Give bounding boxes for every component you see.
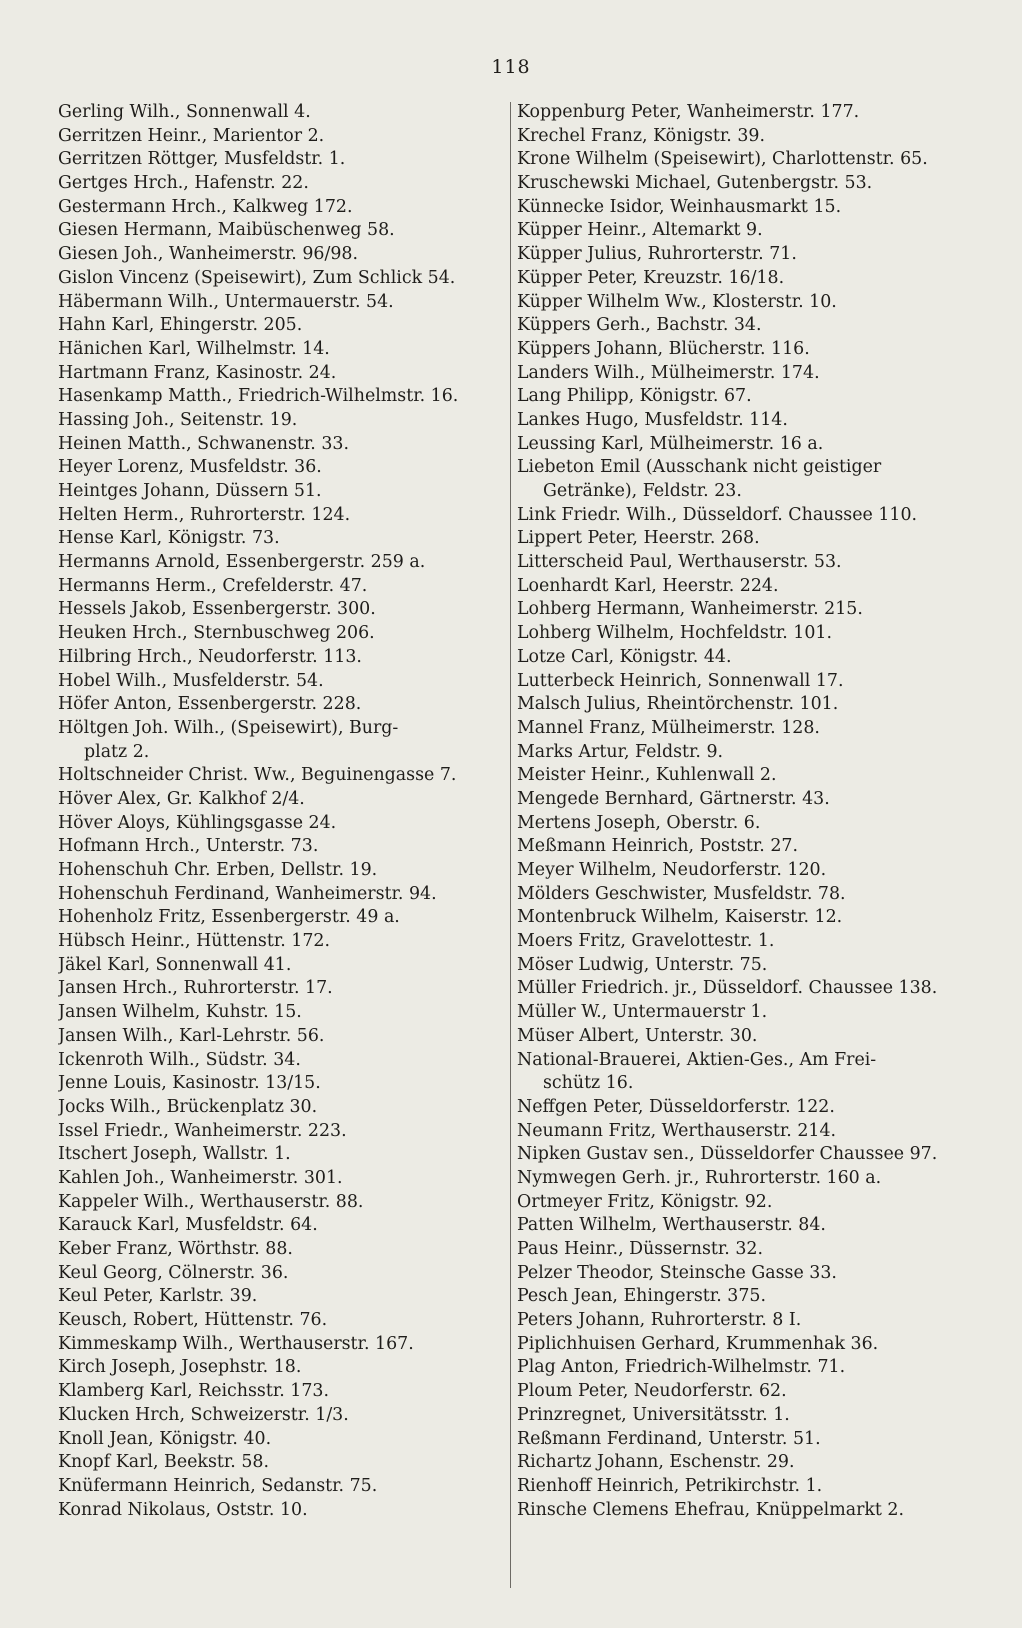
directory-entry: Kahlen Joh., Wanheimerstr. 301. bbox=[58, 1167, 343, 1188]
directory-entry: Meßmann Heinrich, Poststr. 27. bbox=[517, 836, 799, 857]
directory-entry: Heintges Johann, Düssern 51. bbox=[58, 481, 322, 501]
directory-entry: Liebeton Emil (Ausschank nicht geistiger bbox=[517, 457, 882, 478]
directory-entry: Müller W., Untermauerstr 1. bbox=[517, 1002, 768, 1023]
directory-entry: Hahn Karl, Ehingerstr. 205. bbox=[58, 315, 303, 336]
directory-entry: Keusch, Robert, Hüttenstr. 76. bbox=[58, 1310, 328, 1331]
directory-entry: Mölders Geschwister, Musfeldstr. 78. bbox=[517, 883, 846, 904]
directory-entry: Hilbring Hrch., Neudorferstr. 113. bbox=[58, 646, 362, 667]
directory-entry: Hohenholz Fritz, Essenbergerstr. 49 a. bbox=[58, 907, 400, 928]
directory-entry: Gerritzen Röttger, Musfeldstr. 1. bbox=[58, 149, 346, 170]
directory-entry: Gerritzen Heinr., Marientor 2. bbox=[58, 125, 325, 146]
directory-entry: Höver Aloys, Kühlingsgasse 24. bbox=[58, 812, 337, 833]
directory-entry: Hartmann Franz, Kasinostr. 24. bbox=[58, 362, 337, 383]
directory-entry: Moers Fritz, Gravelottestr. 1. bbox=[517, 931, 775, 952]
directory-entry: Keul Georg, Cölnerstr. 36. bbox=[58, 1262, 289, 1283]
directory-entry: Kirch Joseph, Josephstr. 18. bbox=[58, 1357, 302, 1378]
directory-entry: Richartz Johann, Eschenstr. 29. bbox=[517, 1452, 795, 1473]
directory-entry: Karauck Karl, Musfeldstr. 64. bbox=[58, 1215, 318, 1236]
directory-entry: Lutterbeck Heinrich, Sonnenwall 17. bbox=[517, 670, 844, 691]
directory-entry: Keber Franz, Wörthstr. 88. bbox=[58, 1239, 293, 1259]
directory-entry: Hermanns Herm., Crefelderstr. 47. bbox=[58, 575, 368, 596]
directory-entry: Gertges Hrch., Hafenstr. 22. bbox=[58, 173, 309, 194]
column-divider bbox=[510, 102, 511, 1588]
directory-entry: Montenbruck Wilhelm, Kaiserstr. 12. bbox=[517, 907, 843, 928]
directory-entry: Loenhardt Karl, Heerstr. 224. bbox=[517, 575, 779, 596]
directory-entry: Möser Ludwig, Unterstr. 75. bbox=[517, 954, 768, 975]
directory-entry: Malsch Julius, Rheintörchenstr. 101. bbox=[517, 694, 839, 715]
directory-entry: Hermanns Arnold, Essenbergerstr. 259 a. bbox=[58, 552, 426, 573]
directory-entry: Prinzregnet, Universitätsstr. 1. bbox=[517, 1404, 790, 1425]
directory-entry: Neumann Fritz, Werthauserstr. 214. bbox=[517, 1120, 837, 1141]
directory-entry: Giesen Joh., Wanheimerstr. 96/98. bbox=[58, 244, 359, 265]
directory-entry: Krechel Franz, Königstr. 39. bbox=[517, 125, 766, 146]
directory-entry: Kimmeskamp Wilh., Werthauserstr. 167. bbox=[58, 1333, 414, 1354]
directory-entry: Mertens Joseph, Oberstr. 6. bbox=[517, 812, 761, 833]
directory-entry-continuation: platz 2. bbox=[84, 741, 150, 762]
directory-entry: Höfer Anton, Essenbergerstr. 228. bbox=[58, 694, 362, 715]
directory-entry: Hassing Joh., Seitenstr. 19. bbox=[58, 409, 298, 430]
directory-entry: Heyer Lorenz, Musfeldstr. 36. bbox=[58, 457, 322, 478]
directory-entry: Lotze Carl, Königstr. 44. bbox=[517, 646, 732, 667]
directory-entry: Höltgen Joh. Wilh., (Speisewirt), Burg- bbox=[58, 717, 399, 738]
directory-entry: Keul Peter, Karlstr. 39. bbox=[58, 1286, 258, 1307]
directory-entry: Klucken Hrch, Schweizerstr. 1/3. bbox=[58, 1404, 349, 1425]
directory-entry: Knoll Jean, Königstr. 40. bbox=[58, 1428, 272, 1449]
directory-entry: Müser Albert, Unterstr. 30. bbox=[517, 1025, 758, 1046]
directory-entry: Leussing Karl, Mülheimerstr. 16 a. bbox=[517, 433, 824, 454]
directory-entry: Plag Anton, Friedrich-Wilhelmstr. 71. bbox=[517, 1357, 846, 1378]
left-column bbox=[58, 101, 518, 1522]
directory-entry: Hohenschuh Ferdinand, Wanheimerstr. 94. bbox=[58, 883, 437, 904]
directory-entry: Hohenschuh Chr. Erben, Dellstr. 19. bbox=[58, 860, 378, 880]
directory-entry: Rienhoff Heinrich, Petrikirchstr. 1. bbox=[517, 1475, 823, 1496]
directory-entry: Paus Heinr., Düssernstr. 32. bbox=[517, 1239, 763, 1259]
directory-entry: Hasenkamp Matth., Friedrich-Wilhelmstr. 16. bbox=[58, 386, 459, 407]
directory-entry: Künnecke Isidor, Weinhausmarkt 15. bbox=[517, 196, 842, 217]
directory-entry-continuation: Getränke), Feldstr. 23. bbox=[543, 481, 742, 501]
directory-entry: Jenne Louis, Kasinostr. 13/15. bbox=[58, 1073, 321, 1094]
directory-entry: Mannel Franz, Mülheimerstr. 128. bbox=[517, 717, 820, 738]
directory-entry: Mengede Bernhard, Gärtnerstr. 43. bbox=[517, 788, 830, 809]
directory-entry: Marks Artur, Feldstr. 9. bbox=[517, 741, 724, 762]
directory-entry: Gislon Vincenz (Speisewirt), Zum Schlick 54. bbox=[58, 267, 456, 288]
directory-entry: Itschert Joseph, Wallstr. 1. bbox=[58, 1144, 291, 1165]
directory-entry: Küpper Julius, Ruhrorterstr. 71. bbox=[517, 244, 797, 265]
directory-entry: Lippert Peter, Heerstr. 268. bbox=[517, 528, 760, 549]
directory-entry: Jocks Wilh., Brückenplatz 30. bbox=[58, 1096, 318, 1117]
directory-entry: Höver Alex, Gr. Kalkhof 2/4. bbox=[58, 788, 305, 809]
directory-entry: Ploum Peter, Neudorferstr. 62. bbox=[517, 1381, 787, 1402]
directory-entry: Jansen Wilhelm, Kuhstr. 15. bbox=[58, 1002, 302, 1023]
directory-entry: Hofmann Hrch., Unterstr. 73. bbox=[58, 836, 319, 857]
right-column bbox=[517, 101, 961, 1522]
directory-entry: Kruschewski Michael, Gutenbergstr. 53. bbox=[517, 173, 873, 194]
directory-entry: Klamberg Karl, Reichsstr. 173. bbox=[58, 1381, 330, 1402]
directory-entry: Pelzer Theodor, Steinsche Gasse 33. bbox=[517, 1262, 837, 1283]
directory-entry: Küpper Peter, Kreuzstr. 16/18. bbox=[517, 267, 785, 288]
directory-entry: Küpper Heinr., Altemarkt 9. bbox=[517, 220, 763, 241]
directory-entry: Jansen Wilh., Karl-Lehrstr. 56. bbox=[58, 1025, 325, 1046]
directory-entry: Gerling Wilh., Sonnenwall 4. bbox=[58, 102, 311, 122]
directory-entry: Krone Wilhelm (Speisewirt), Charlottenstr. 65. bbox=[517, 149, 928, 170]
directory-entry: Peters Johann, Ruhrorterstr. 8 I. bbox=[517, 1310, 802, 1331]
directory-entry: Hense Karl, Königstr. 73. bbox=[58, 528, 280, 549]
page-number: 118 bbox=[491, 56, 531, 78]
directory-entry: Kappeler Wilh., Werthauserstr. 88. bbox=[58, 1191, 364, 1212]
directory-entry: Issel Friedr., Wanheimerstr. 223. bbox=[58, 1120, 347, 1141]
directory-entry: Jansen Hrch., Ruhrorterstr. 17. bbox=[58, 978, 333, 999]
directory-entry: Knopf Karl, Beekstr. 58. bbox=[58, 1452, 269, 1473]
directory-entry: Knüfermann Heinrich, Sedanstr. 75. bbox=[58, 1475, 378, 1496]
directory-entry: Litterscheid Paul, Werthauserstr. 53. bbox=[517, 552, 842, 573]
directory-entry: Lohberg Wilhelm, Hochfeldstr. 101. bbox=[517, 623, 833, 644]
directory-entry: Nymwegen Gerh. jr., Ruhrorterstr. 160 a. bbox=[517, 1167, 882, 1188]
directory-entry: Lohberg Hermann, Wanheimerstr. 215. bbox=[517, 599, 863, 620]
directory-entry: Ortmeyer Fritz, Königstr. 92. bbox=[517, 1191, 773, 1212]
directory-entry: Küppers Gerh., Bachstr. 34. bbox=[517, 315, 762, 336]
directory-entry: Häbermann Wilh., Untermauerstr. 54. bbox=[58, 291, 394, 312]
directory-entry: Landers Wilh., Mülheimerstr. 174. bbox=[517, 362, 820, 383]
directory-entry: Nipken Gustav sen., Düsseldorfer Chaussee 97. bbox=[517, 1144, 938, 1165]
directory-entry: Jäkel Karl, Sonnenwall 41. bbox=[58, 954, 292, 975]
directory-entry: Küppers Johann, Blücherstr. 116. bbox=[517, 338, 810, 359]
directory-entry: Pesch Jean, Ehingerstr. 375. bbox=[517, 1286, 766, 1307]
directory-entry: Piplichhuisen Gerhard, Krummenhak 36. bbox=[517, 1333, 879, 1354]
directory-entry: Hessels Jakob, Essenbergerstr. 300. bbox=[58, 599, 376, 620]
directory-entry: Heuken Hrch., Sternbuschweg 206. bbox=[58, 623, 375, 644]
directory-entry: Helten Herm., Ruhrorterstr. 124. bbox=[58, 504, 351, 525]
directory-entry: Meyer Wilhelm, Neudorferstr. 120. bbox=[517, 860, 827, 880]
directory-entry: Hobel Wilh., Musfelderstr. 54. bbox=[58, 670, 324, 691]
directory-entry: Neffgen Peter, Düsseldorferstr. 122. bbox=[517, 1096, 835, 1117]
directory-entry: Küpper Wilhelm Ww., Klosterstr. 10. bbox=[517, 291, 837, 312]
directory-entry: Konrad Nikolaus, Oststr. 10. bbox=[58, 1499, 308, 1520]
directory-entry: Link Friedr. Wilh., Düsseldorf. Chaussee 110. bbox=[517, 504, 918, 525]
directory-entry: Lang Philipp, Königstr. 67. bbox=[517, 386, 752, 407]
directory-entry: Heinen Matth., Schwanenstr. 33. bbox=[58, 433, 350, 454]
directory-entry: Koppenburg Peter, Wanheimerstr. 177. bbox=[517, 102, 860, 122]
directory-entry: Patten Wilhelm, Werthauserstr. 84. bbox=[517, 1215, 826, 1236]
directory-entry: Lankes Hugo, Musfeldstr. 114. bbox=[517, 409, 788, 430]
directory-entry: Hübsch Heinr., Hüttenstr. 172. bbox=[58, 931, 331, 952]
directory-entry: Rinsche Clemens Ehefrau, Knüppelmarkt 2. bbox=[517, 1499, 905, 1520]
directory-entry: Hänichen Karl, Wilhelmstr. 14. bbox=[58, 338, 330, 359]
directory-entry: Gestermann Hrch., Kalkweg 172. bbox=[58, 196, 353, 217]
directory-entry: Ickenroth Wilh., Südstr. 34. bbox=[58, 1049, 301, 1070]
directory-entry: Holtschneider Christ. Ww., Beguinengasse 7. bbox=[58, 765, 457, 786]
directory-entry: Meister Heinr., Kuhlenwall 2. bbox=[517, 765, 777, 786]
directory-entry: Reßmann Ferdinand, Unterstr. 51. bbox=[517, 1428, 821, 1449]
directory-entry-continuation: schütz 16. bbox=[543, 1073, 634, 1094]
directory-entry: Giesen Hermann, Maibüschenweg 58. bbox=[58, 220, 395, 241]
directory-entry: National-Brauerei, Aktien-Ges., Am Frei- bbox=[517, 1049, 877, 1070]
directory-entry: Müller Friedrich. jr., Düsseldorf. Chaussee 138. bbox=[517, 978, 938, 999]
